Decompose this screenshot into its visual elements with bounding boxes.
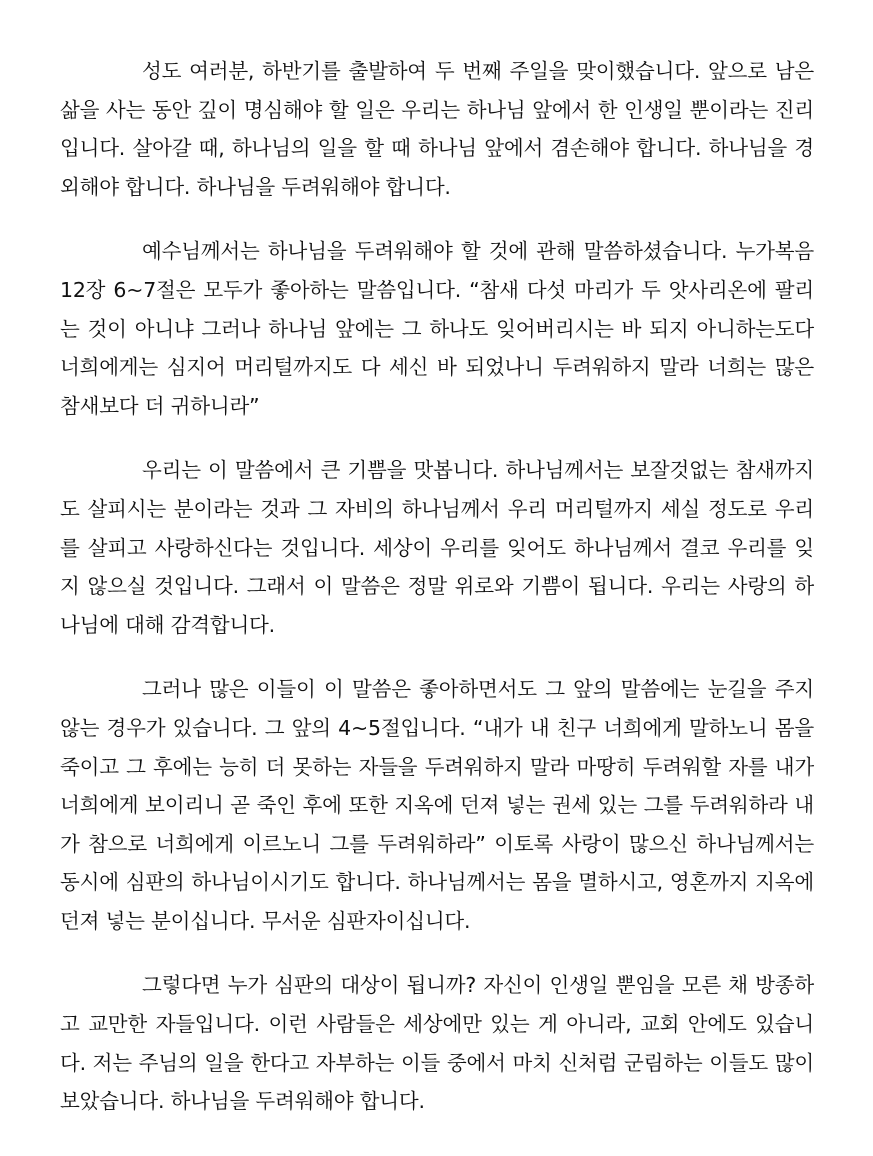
paragraph-3: 우리는 이 말씀에서 큰 기쁨을 맛봅니다. 하나님께서는 보잘것없는 참새까지도 살피시는 분이라는 것과 그 자비의 하나님께서 우리 머리털까지 세실 정도로 우리를 살피고 사랑하신다는 것입니다. 세상이 우리를 잊어도 하나님께서 결코 우리를 잊지 않으실 것입니다. 그래서 이 말씀은 정말 위로와 기쁨이 됩니다. 우리는 사랑의 하나님에 대해 감격합니다. (60, 458, 814, 637)
paragraph-5: 그렇다면 누가 심판의 대상이 됩니까? 자신이 인생일 뿐임을 모른 채 방종하고 교만한 자들입니다. 이런 사람들은 세상에만 있는 게 아니라, 교회 안에도 있습니다. 저는 주님의 일을 한다고 자부하는 이들 중에서 마치 신처럼 군림하는 이들도 많이 보았습니다. 하나님을 두려워해야 합니다. (60, 973, 814, 1114)
paragraph-2: 예수님께서는 하나님을 두려워해야 할 것에 관해 말씀하셨습니다. 누가복음 12장 6~7절은 모두가 좋아하는 말씀입니다. “참새 다섯 마리가 두 앗사리온에 팔리는 것이 아니냐 그러나 하나님 앞에는 그 하나도 잊어버리시는 바 되지 아니하는도다 너희에게는 심지어 머리털까지도 다 세신 바 되었나니 두려워하지 말라 너희는 많은 참새보다 더 귀하니라” (60, 239, 814, 418)
document-body (60, 52, 814, 1147)
paragraph-1: 성도 여러분, 하반기를 출발하여 두 번째 주일을 맞이했습니다. 앞으로 남은 삶을 사는 동안 깊이 명심해야 할 일은 우리는 하나님 앞에서 한 인생일 뿐이라는 진리입니다. 살아갈 때, 하나님의 일을 할 때 하나님 앞에서 겸손해야 합니다. 하나님을 경외해야 합니다. 하나님을 두려워해야 합니다. (60, 59, 814, 199)
paragraph-4: 그러나 많은 이들이 이 말씀은 좋아하면서도 그 앞의 말씀에는 눈길을 주지 않는 경우가 있습니다. 그 앞의 4~5절입니다. “내가 내 친구 너희에게 말하노니 몸을 죽이고 그 후에는 능히 더 못하는 자들을 두려워하지 말라 마땅히 두려워할 자를 내가 너희에게 보이리니 곧 죽인 후에 또한 지옥에 던져 넣는 권세 있는 그를 두려워하라 내가 참으로 너희에게 이르노니 그를 두려워하라” 이토록 사랑이 많으신 하나님께서는 동시에 심판의 하나님이시기도 합니다. 하나님께서는 몸을 멸하시고, 영혼까지 지옥에 던져 넣는 분이십니다. 무서운 심판자이십니다. (60, 677, 814, 933)
